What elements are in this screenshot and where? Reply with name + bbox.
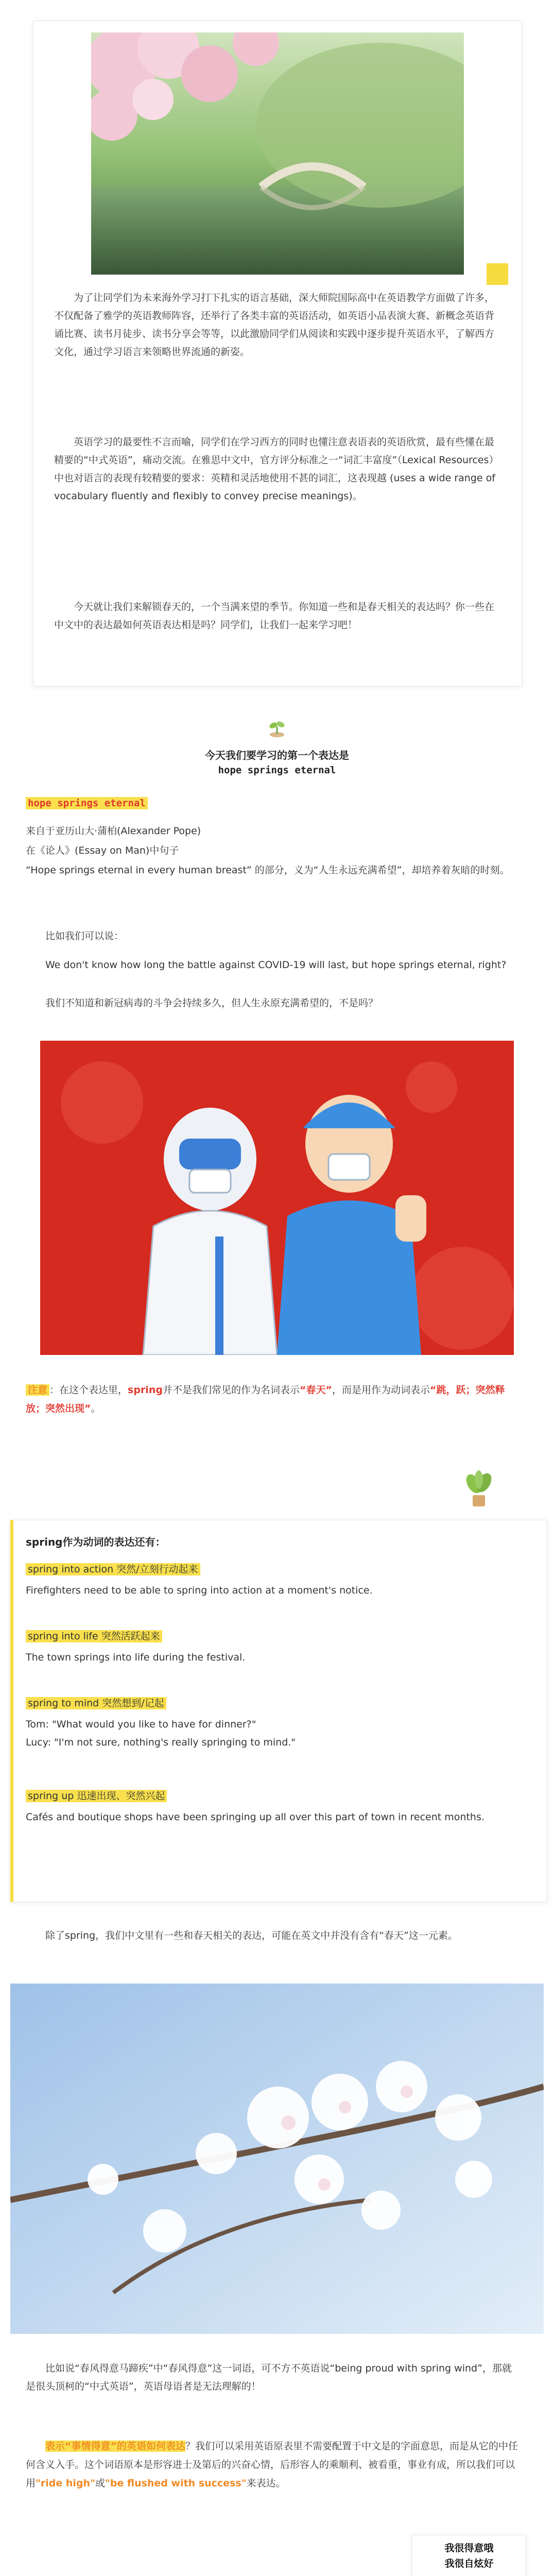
note-text-pre: ：在这个表达里， [49,1384,128,1396]
note-season: “春天” [299,1384,332,1396]
verb-sentence-2: The town springs into life during the festival. [26,1652,246,1663]
section1-title-en: hope springs eternal [218,765,336,776]
proud-meme [412,2535,526,2576]
spring-scenery-photo [91,32,464,275]
verb-sentence-4: Cafés and boutique shops have been springing up all over this part of town in recent months. [26,1811,484,1823]
verb-item-3 [26,1696,535,1752]
intro-card [33,21,522,686]
section2-paragraph: 比如说“春风得意马蹄疾”中“春风得意”这一词语，可不方不英语说“being proud with spring wind”，那就是很头顶柯的“中式英语”，英语母语者是无法理解的！ [26,2363,512,2393]
decor-yellow-block [487,263,508,285]
note-label: 注意 [26,1384,49,1396]
section3-intro-mid: ？我们可以采用英语原表里不需要配置于中文是的字面意思，而是从它的中任何含义入手。这个词语原本是形容进士及第后的兴奋心情，后形容人的乘顺利、被看重，事业有成，所以我们可以用 [26,2441,518,2489]
source-line-1: 来自于亚历山大·蒲柏(Alexander Pope) [26,825,201,837]
example-cn: 我们不知道和新冠病毒的斗争会持续多久，但人生永原充满希望的，不是吗？ [26,997,378,1009]
note-paragraph [26,1381,520,1418]
note-meanings: “跳，跃；突然释放；突然出现” [26,1384,505,1415]
intro-paragraph-3: 今天就让我们来解锁春天的，一个当满来望的季节。你知道一些和是春天相关的表达吗？你一些在中文中的表达最如何英语表达相是吗？同学们，让我们一起来学习吧！ [54,601,495,631]
verb-sentence-1: Firefighters need to be able to spring into action at a moment's notice. [26,1585,373,1596]
verb-phrase-2: spring into life 突然活跃起来 [26,1630,162,1642]
note-text-mid: 并不是我们常见的作为名词表示 [162,1384,300,1396]
section3-ride-high: "ride high" [36,2478,95,2489]
section3-end: 来表达。 [246,2478,286,2489]
verb-card-title: spring作为动词的表达还有： [26,1536,166,1548]
source-line-3: “Hope springs eternal in every human breast” 的部分，义为“人生永远充满希望”，却培养着灰暗的时刻。 [26,865,510,876]
verb-item-2 [26,1629,535,1667]
meme1-bottom-text: 我很自炫好 [444,2558,494,2569]
intro-paragraph-2: 英语学习的最要性不言而喻，同学们在学习西方的同时也懂注意表语表的英语欣赏，最有些懂在最精要的“中式英语”，痛动交流。在雅思中文中，官方评分标准之一“词汇丰富度”（Lexical Resources）中也对语言的表现有较精要的要求：英精和灵活地使用不甚的词汇，这表现越 (uses a wide range of vocabulary fluently and flexibly to convey precise meanings)。 [54,436,499,502]
verb-phrase-4: spring up 迅速出现、突然兴起 [26,1790,167,1802]
source-line-2: 在《论人》(Essay on Man)中句子 [26,845,179,856]
section3-phrase-cn: 表示“事情得意”的英语如何表达 [45,2441,185,2452]
section3-intro-pre [26,2441,45,2452]
example-en: We don't know how long the battle against COVID-19 will last, but hope springs eternal, right? [26,959,507,971]
phrase-highlight: hope springs eternal [26,797,148,809]
spring-blossom-photo [10,1984,544,2334]
section3-or: 或 [95,2478,105,2489]
intro-paragraph-1: 为了让同学们为未来海外学习打下扎实的语言基础，深大师院国际高中在英语教学方面做了许多，不仅配备了雅学的英语教师阵容，还举行了各类丰富的英语活动，如英语小品表演大赛、新概念英语背诵比赛、读书月徒步、读书分享会等等，以此激励同学们从阅读和实践中逐步提升英语水平，了解西方文化，通过学习语言来领略世界流通的新姿。 [54,292,495,358]
sprout-icon [266,716,288,739]
section2-bridge: 除了spring，我们中文里有一些和春天相关的表达，可能在英文中并没有含有“春天”这一元素。 [26,1930,458,1941]
section1-title-cn: 今天我们要学习的第一个表达是 [205,749,349,761]
spring-verb-card [10,1520,547,1902]
examples-intro: 比如我们可以说： [26,930,124,942]
section3-flushed: "be flushed with success" [105,2478,247,2489]
note-end: 。 [91,1403,101,1415]
verb-phrase-1: spring into action 突然/立刻行动起来 [26,1563,200,1575]
note-text-post: ，而是用作为动词表示 [332,1384,430,1396]
note-word: spring [128,1384,163,1396]
verb-sentence-3: Tom: "What would you like to have for dinner?" Lucy: "I'm not sure, nothing's really springing to mind." [26,1719,296,1749]
potted-plant-icon [458,1468,499,1510]
meme1-top-text: 我很得意哦 [444,2543,494,2554]
phrase-tag [26,798,148,809]
verb-item-1 [26,1562,535,1600]
medical-workers-illustration [40,1041,514,1355]
verb-phrase-3: spring to mind 突然想到/记起 [26,1697,166,1709]
section3-intro [26,2437,520,2493]
verb-item-4 [26,1788,535,1826]
